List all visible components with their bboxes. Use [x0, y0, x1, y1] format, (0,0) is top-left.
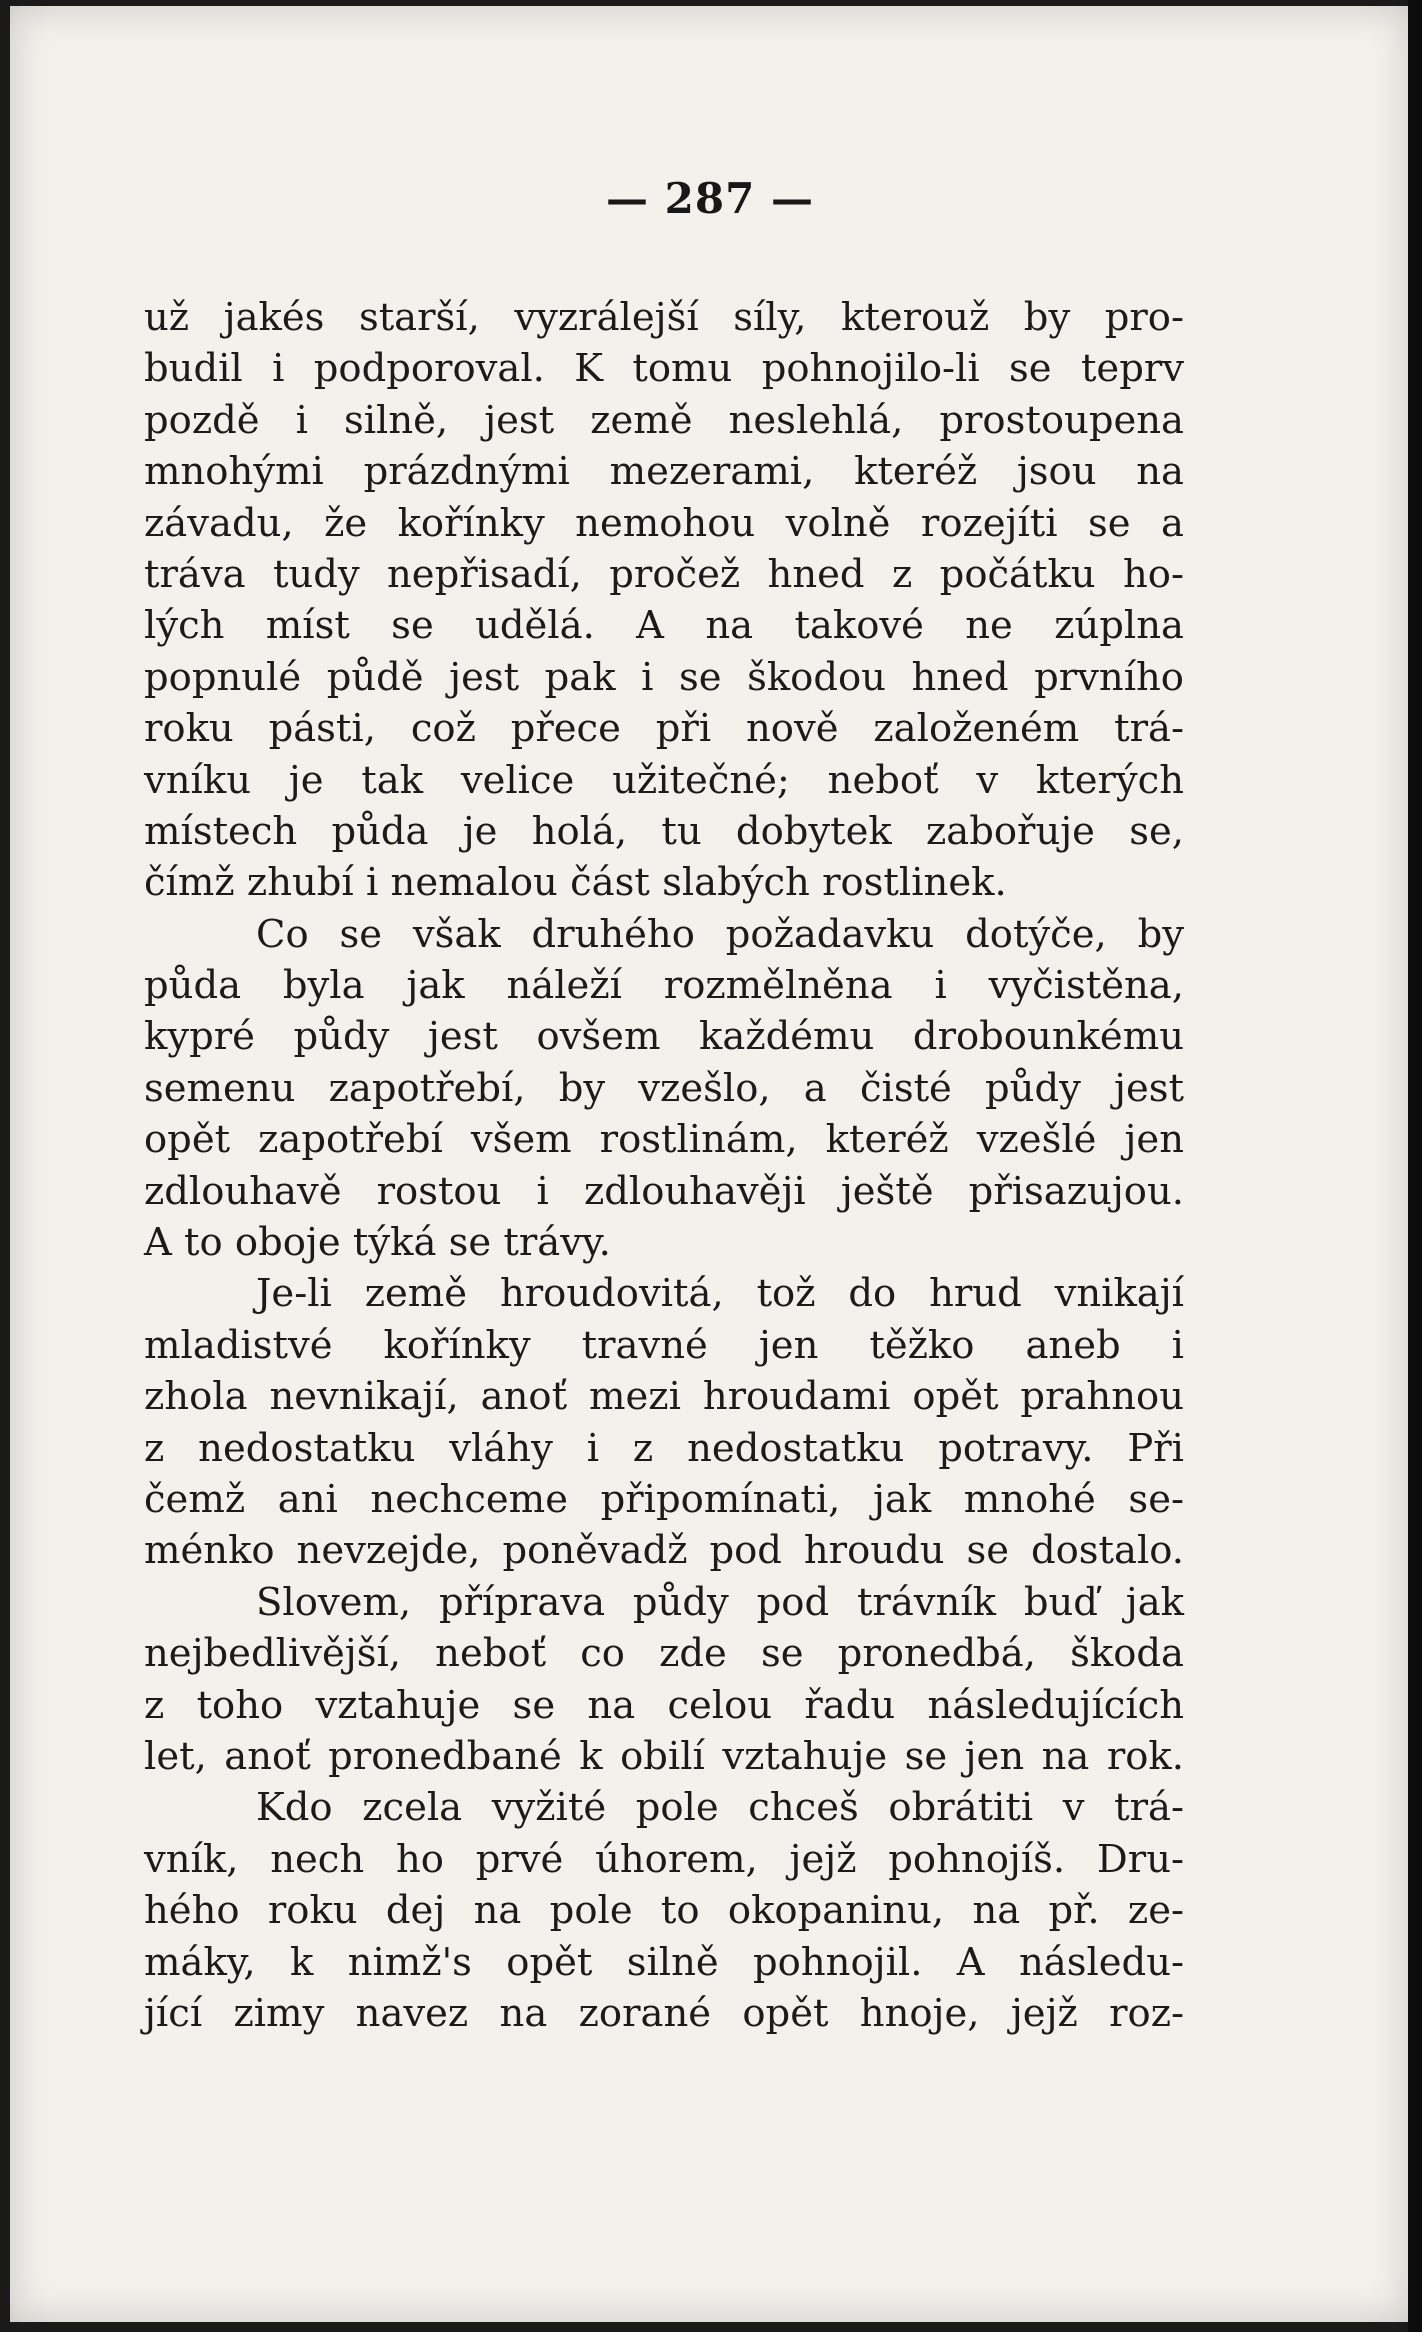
text-line: jící zimy navez na zorané opět hnoje, jejž roz- [144, 1990, 1184, 2036]
text-line: ménko nevzejde, poněvadž pod hroudu se dostalo. [144, 1528, 1184, 1574]
text-line: čímž zhubí i nemalou část slabých rostlinek. [144, 860, 1007, 906]
text-line: zhola nevnikají, anoť mezi hroudami opět prahnou [144, 1374, 1184, 1420]
text-line: z toho vztahuje se na celou řadu následujících [144, 1682, 1184, 1728]
text-line: tráva tudy nepřisadí, pročež hned z počátku ho- [144, 551, 1184, 597]
text-line: mladistvé kořínky travné jen těžko aneb i [144, 1322, 1184, 1368]
text-line: lých míst se udělá. A na takové ne zúplna [144, 603, 1184, 649]
text-line: budil i podporoval. K tomu pohnojilo-li se teprv [144, 346, 1184, 392]
text-line: kypré půdy jest ovšem každému drobounkému [144, 1014, 1184, 1060]
body-text [144, 292, 1184, 2039]
text-line: A to oboje týká se trávy. [144, 1220, 611, 1266]
text-line: popnulé půdě jest pak i se škodou hned prvního [144, 654, 1184, 700]
text-line: už jakés starší, vyzrálejší síly, kterouž by pro- [144, 295, 1184, 340]
text-line: máky, k nimž's opět silně pohnojil. A následu- [144, 1939, 1184, 1985]
text-line: vník, nech ho prvé úhorem, jejž pohnojíš. Dru- [144, 1836, 1184, 1882]
text-line: hého roku dej na pole to okopaninu, na př. ze- [144, 1888, 1184, 1934]
text-line: semenu zapotřebí, by vzešlo, a čisté půdy jest [144, 1065, 1184, 1111]
text-line: půda byla jak náleží rozmělněna i vyčistěna, [144, 963, 1184, 1009]
text-line: mnohými prázdnými mezerami, kteréž jsou na [144, 449, 1184, 495]
text-line: Je-li země hroudovitá, tož do hrud vnikají [256, 1271, 1184, 1317]
scan-edge [1408, 0, 1422, 2332]
text-line: Slovem, příprava půdy pod trávník buď jak [256, 1579, 1184, 1625]
text-line: nejbedlivější, neboť co zde se pronedbá, škoda [144, 1631, 1184, 1677]
text-line: Kdo zcela vyžité pole chceš obrátiti v trá- [256, 1785, 1184, 1831]
text-line: let, anoť pronedbané k obilí vztahuje se jen na rok. [144, 1733, 1184, 1779]
text-line: pozdě i silně, jest země neslehlá, prostoupena [144, 397, 1184, 443]
text-line: Co se však druhého požadavku dotýče, by [256, 911, 1184, 957]
text-line: roku pásti, což přece při nově založeném trá- [144, 706, 1184, 752]
text-line: zdlouhavě rostou i zdlouhavěji ještě přisazujou. [144, 1168, 1184, 1214]
text-line: závadu, že kořínky nemohou volně rozejíti se a [144, 500, 1184, 546]
text-line: vníku je tak velice užitečné; neboť v kterých [144, 757, 1184, 803]
text-line: opět zapotřebí všem rostlinám, kteréž vzešlé jen [144, 1117, 1184, 1163]
text-line: z nedostatku vláhy i z nedostatku potravy. Při [144, 1425, 1184, 1471]
page-number: — 287 — [606, 174, 814, 223]
book-page [10, 6, 1410, 2322]
text-line: čemž ani nechceme připomínati, jak mnohé se- [144, 1476, 1184, 1522]
text-line: místech půda je holá, tu dobytek zabořuje se, [144, 808, 1184, 854]
